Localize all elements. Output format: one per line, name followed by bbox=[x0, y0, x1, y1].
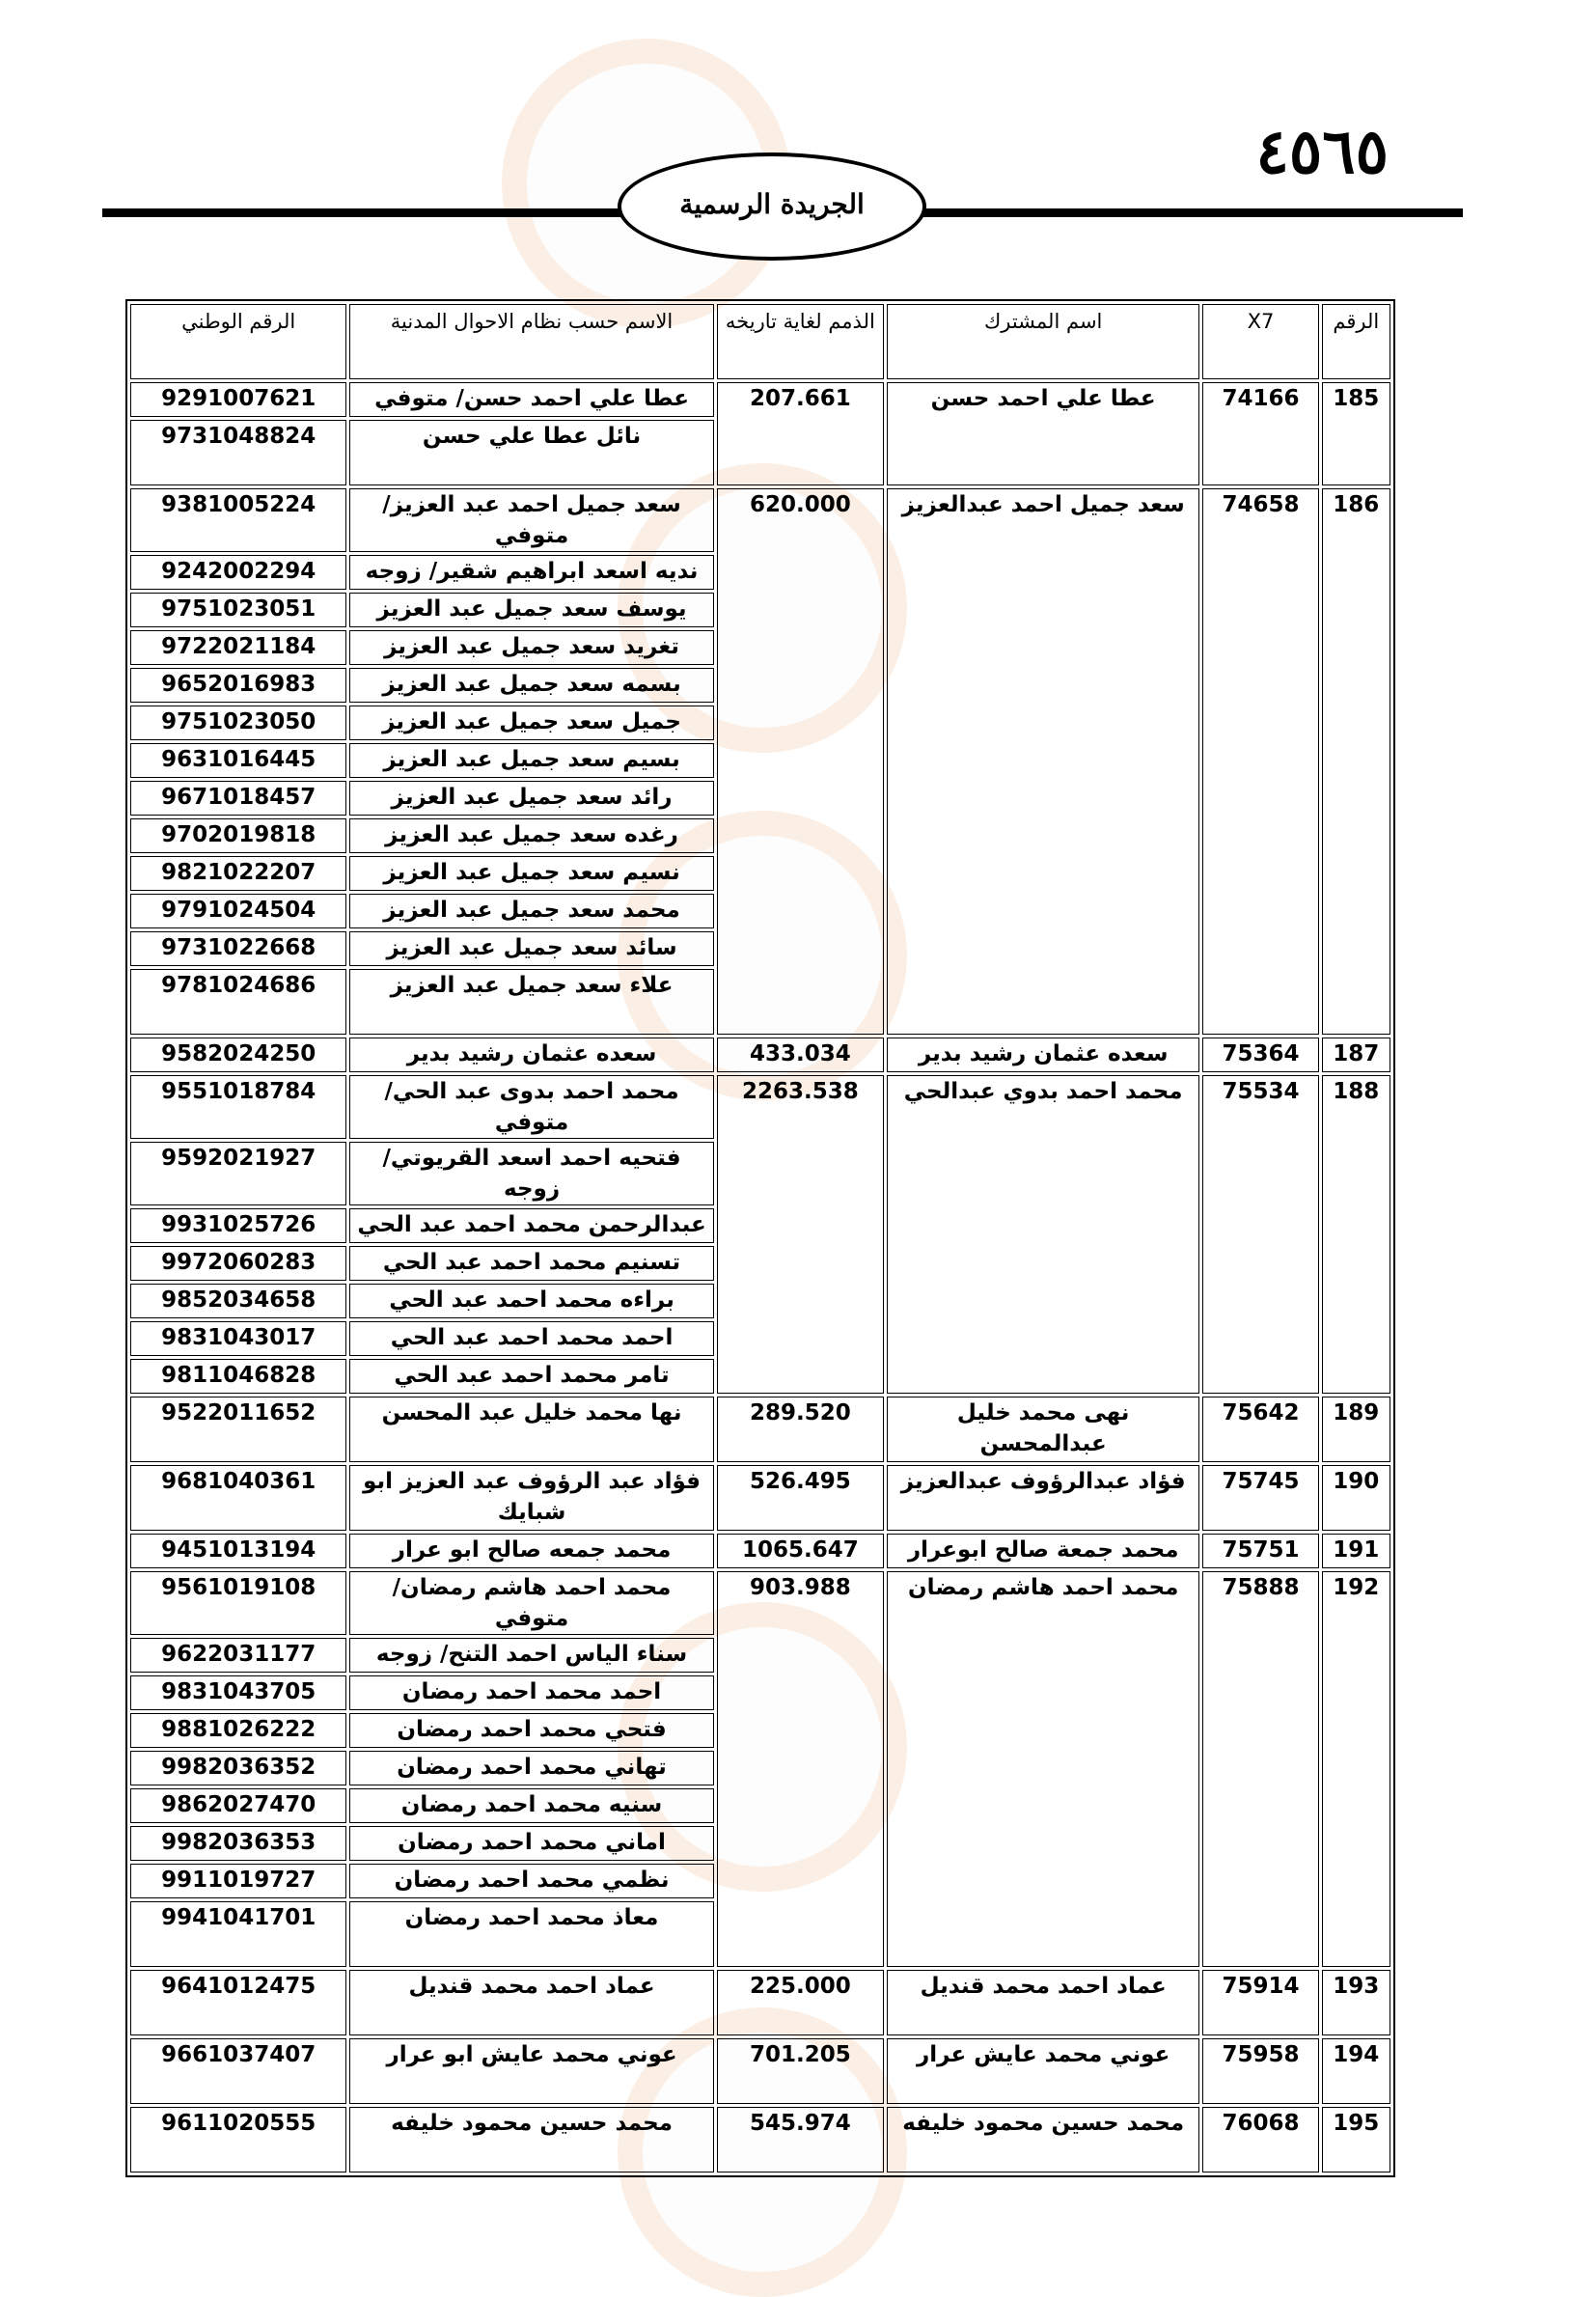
national-id: 9982036353 bbox=[130, 1826, 346, 1861]
record-amount: 225.000 bbox=[717, 1970, 884, 2035]
record-number: 194 bbox=[1322, 2038, 1390, 2104]
table-row bbox=[130, 1970, 1390, 2035]
record-subscriber: سعد جميل احمد عبدالعزيز bbox=[887, 488, 1199, 1035]
record-x7: 75642 bbox=[1202, 1397, 1318, 1462]
record-x7: 75914 bbox=[1202, 1970, 1318, 2035]
civil-name: محمد احمد هاشم رمضان/ متوفي bbox=[349, 1571, 713, 1635]
civil-name: عماد احمد محمد قنديل bbox=[349, 1970, 713, 2035]
table-row bbox=[130, 2107, 1390, 2172]
civil-name: علاء سعد جميل عبد العزيز bbox=[349, 969, 713, 1035]
record-subscriber: عطا علي احمد حسن bbox=[887, 382, 1199, 485]
record-x7: 76068 bbox=[1202, 2107, 1318, 2172]
civil-name: سعد جميل احمد عبد العزيز/ متوفي bbox=[349, 488, 713, 552]
record-x7: 75888 bbox=[1202, 1571, 1318, 1967]
record-x7: 74658 bbox=[1202, 488, 1318, 1035]
record-subscriber: محمد جمعة صالح ابوعرار bbox=[887, 1534, 1199, 1568]
record-amount: 289.520 bbox=[717, 1397, 884, 1462]
record-number: 190 bbox=[1322, 1465, 1390, 1531]
civil-name: محمد جمعه صالح ابو عرار bbox=[349, 1534, 713, 1568]
national-id: 9731022668 bbox=[130, 931, 346, 966]
national-id: 9911019727 bbox=[130, 1864, 346, 1898]
national-id: 9751023050 bbox=[130, 706, 346, 740]
header-national-id: الرقم الوطني bbox=[130, 304, 346, 379]
record-number: 195 bbox=[1322, 2107, 1390, 2172]
record-subscriber: محمد احمد بدوي عبدالحي bbox=[887, 1075, 1199, 1394]
table-row bbox=[130, 1465, 1390, 1531]
national-id: 9671018457 bbox=[130, 781, 346, 816]
national-id: 9652016983 bbox=[130, 668, 346, 703]
record-amount: 526.495 bbox=[717, 1465, 884, 1531]
record-x7: 74166 bbox=[1202, 382, 1318, 485]
national-id: 9972060283 bbox=[130, 1246, 346, 1281]
record-x7: 75751 bbox=[1202, 1534, 1318, 1568]
national-id: 9592021927 bbox=[130, 1142, 346, 1205]
civil-name: محمد حسين محمود خليفه bbox=[349, 2107, 713, 2172]
table-row bbox=[130, 1397, 1390, 1462]
national-id: 9661037407 bbox=[130, 2038, 346, 2104]
national-id: 9821022207 bbox=[130, 856, 346, 891]
table-row bbox=[130, 1534, 1390, 1568]
civil-name: سائد سعد جميل عبد العزيز bbox=[349, 931, 713, 966]
record-number: 187 bbox=[1322, 1038, 1390, 1072]
record-x7: 75958 bbox=[1202, 2038, 1318, 2104]
national-id: 9862027470 bbox=[130, 1788, 346, 1823]
civil-name: نسيم سعد جميل عبد العزيز bbox=[349, 856, 713, 891]
civil-name: سعده عثمان رشيد بدير bbox=[349, 1038, 713, 1072]
national-id: 9852034658 bbox=[130, 1284, 346, 1318]
civil-name: محمد سعد جميل عبد العزيز bbox=[349, 894, 713, 928]
record-number: 189 bbox=[1322, 1397, 1390, 1462]
civil-name: سنيه محمد احمد رمضان bbox=[349, 1788, 713, 1823]
national-id: 9681040361 bbox=[130, 1465, 346, 1531]
civil-name: بسمه سعد جميل عبد العزيز bbox=[349, 668, 713, 703]
record-subscriber: عماد احمد محمد قنديل bbox=[887, 1970, 1199, 2035]
national-id: 9751023051 bbox=[130, 593, 346, 627]
civil-name: جميل سعد جميل عبد العزيز bbox=[349, 706, 713, 740]
national-id: 9781024686 bbox=[130, 969, 346, 1035]
civil-name: محمد احمد بدوى عبد الحي/ متوفي bbox=[349, 1075, 713, 1139]
record-subscriber: محمد احمد هاشم رمضان bbox=[887, 1571, 1199, 1967]
civil-name: بسيم سعد جميل عبد العزيز bbox=[349, 743, 713, 778]
record-amount: 2263.538 bbox=[717, 1075, 884, 1394]
record-subscriber: سعده عثمان رشيد بدير bbox=[887, 1038, 1199, 1072]
national-id: 9831043017 bbox=[130, 1321, 346, 1356]
record-amount: 433.034 bbox=[717, 1038, 884, 1072]
national-id: 9982036352 bbox=[130, 1751, 346, 1785]
national-id: 9381005224 bbox=[130, 488, 346, 552]
header-number: الرقم bbox=[1322, 304, 1390, 379]
civil-name: عوني محمد عايش ابو عرار bbox=[349, 2038, 713, 2104]
civil-name: اماني محمد احمد رمضان bbox=[349, 1826, 713, 1861]
page-number: ٤٥٦٥ bbox=[1255, 116, 1389, 188]
civil-name: عطا علي احمد حسن/ متوفي bbox=[349, 382, 713, 417]
national-id: 9791024504 bbox=[130, 894, 346, 928]
record-amount: 1065.647 bbox=[717, 1534, 884, 1568]
national-id: 9631016445 bbox=[130, 743, 346, 778]
record-amount: 701.205 bbox=[717, 2038, 884, 2104]
national-id: 9881026222 bbox=[130, 1713, 346, 1748]
civil-name: تغريد سعد جميل عبد العزيز bbox=[349, 630, 713, 665]
record-amount: 903.988 bbox=[717, 1571, 884, 1967]
national-id: 9811046828 bbox=[130, 1359, 346, 1394]
table-row bbox=[130, 382, 1390, 417]
civil-name: نائل عطا علي حسن bbox=[349, 420, 713, 485]
national-id: 9702019818 bbox=[130, 818, 346, 853]
record-number: 186 bbox=[1322, 488, 1390, 1035]
record-subscriber: عوني محمد عايش عرار bbox=[887, 2038, 1199, 2104]
record-subscriber: محمد حسين محمود خليفه bbox=[887, 2107, 1199, 2172]
civil-name: نديه اسعد ابراهيم شقير/ زوجه bbox=[349, 555, 713, 590]
gazette-title: الجريدة الرسمية bbox=[679, 187, 865, 220]
civil-name: سناء الياس احمد التنح/ زوجه bbox=[349, 1638, 713, 1673]
national-id: 9582024250 bbox=[130, 1038, 346, 1072]
civil-name: نها محمد خليل عبد المحسن bbox=[349, 1397, 713, 1462]
gazette-title-oval bbox=[618, 152, 926, 261]
record-amount: 545.974 bbox=[717, 2107, 884, 2172]
table-row bbox=[130, 488, 1390, 552]
table-row bbox=[130, 1038, 1390, 1072]
national-id: 9451013194 bbox=[130, 1534, 346, 1568]
record-subscriber: نهى محمد خليل عبدالمحسن bbox=[887, 1397, 1199, 1462]
table-body bbox=[130, 382, 1390, 2172]
record-subscriber: فؤاد عبدالرؤوف عبدالعزيز bbox=[887, 1465, 1199, 1531]
national-id: 9722021184 bbox=[130, 630, 346, 665]
civil-name: تامر محمد احمد عبد الحي bbox=[349, 1359, 713, 1394]
record-number: 191 bbox=[1322, 1534, 1390, 1568]
record-number: 188 bbox=[1322, 1075, 1390, 1394]
national-id: 9941041701 bbox=[130, 1901, 346, 1967]
record-x7: 75745 bbox=[1202, 1465, 1318, 1531]
civil-name: رغده سعد جميل عبد العزيز bbox=[349, 818, 713, 853]
record-number: 185 bbox=[1322, 382, 1390, 485]
header-x7: X7 bbox=[1202, 304, 1318, 379]
civil-name: احمد محمد احمد رمضان bbox=[349, 1675, 713, 1710]
national-id: 9731048824 bbox=[130, 420, 346, 485]
table-row bbox=[130, 2038, 1390, 2104]
civil-name: نظمي محمد احمد رمضان bbox=[349, 1864, 713, 1898]
national-id: 9611020555 bbox=[130, 2107, 346, 2172]
record-x7: 75534 bbox=[1202, 1075, 1318, 1394]
header-amount: الذمم لغاية تاريخه bbox=[717, 304, 884, 379]
civil-name: احمد محمد احمد عبد الحي bbox=[349, 1321, 713, 1356]
national-id: 9561019108 bbox=[130, 1571, 346, 1635]
national-id: 9242002294 bbox=[130, 555, 346, 590]
national-id: 9931025726 bbox=[130, 1208, 346, 1243]
civil-name: يوسف سعد جميل عبد العزيز bbox=[349, 593, 713, 627]
civil-name: فتحيه احمد اسعد القريوتي/ زوجه bbox=[349, 1142, 713, 1205]
national-id: 9291007621 bbox=[130, 382, 346, 417]
civil-name: تسنيم محمد احمد عبد الحي bbox=[349, 1246, 713, 1281]
header-subscriber: اسم المشترك bbox=[887, 304, 1199, 379]
heirs-table bbox=[125, 299, 1395, 2177]
national-id: 9551018784 bbox=[130, 1075, 346, 1139]
record-amount: 207.661 bbox=[717, 382, 884, 485]
table-row bbox=[130, 1075, 1390, 1139]
civil-name: فؤاد عبد الرؤوف عبد العزيز ابو شبايك bbox=[349, 1465, 713, 1531]
national-id: 9831043705 bbox=[130, 1675, 346, 1710]
table-header-row bbox=[130, 304, 1390, 379]
civil-name: فتحي محمد احمد رمضان bbox=[349, 1713, 713, 1748]
record-x7: 75364 bbox=[1202, 1038, 1318, 1072]
record-number: 192 bbox=[1322, 1571, 1390, 1967]
civil-name: رائد سعد جميل عبد العزيز bbox=[349, 781, 713, 816]
civil-name: تهاني محمد احمد رمضان bbox=[349, 1751, 713, 1785]
civil-name: عبدالرحمن محمد احمد عبد الحي bbox=[349, 1208, 713, 1243]
civil-name: براءه محمد احمد عبد الحي bbox=[349, 1284, 713, 1318]
national-id: 9641012475 bbox=[130, 1970, 346, 2035]
civil-name: معاذ محمد احمد رمضان bbox=[349, 1901, 713, 1967]
national-id: 9622031177 bbox=[130, 1638, 346, 1673]
record-amount: 620.000 bbox=[717, 488, 884, 1035]
national-id: 9522011652 bbox=[130, 1397, 346, 1462]
header-civil-name: الاسم حسب نظام الاحوال المدنية bbox=[349, 304, 713, 379]
table-row bbox=[130, 1571, 1390, 1635]
record-number: 193 bbox=[1322, 1970, 1390, 2035]
